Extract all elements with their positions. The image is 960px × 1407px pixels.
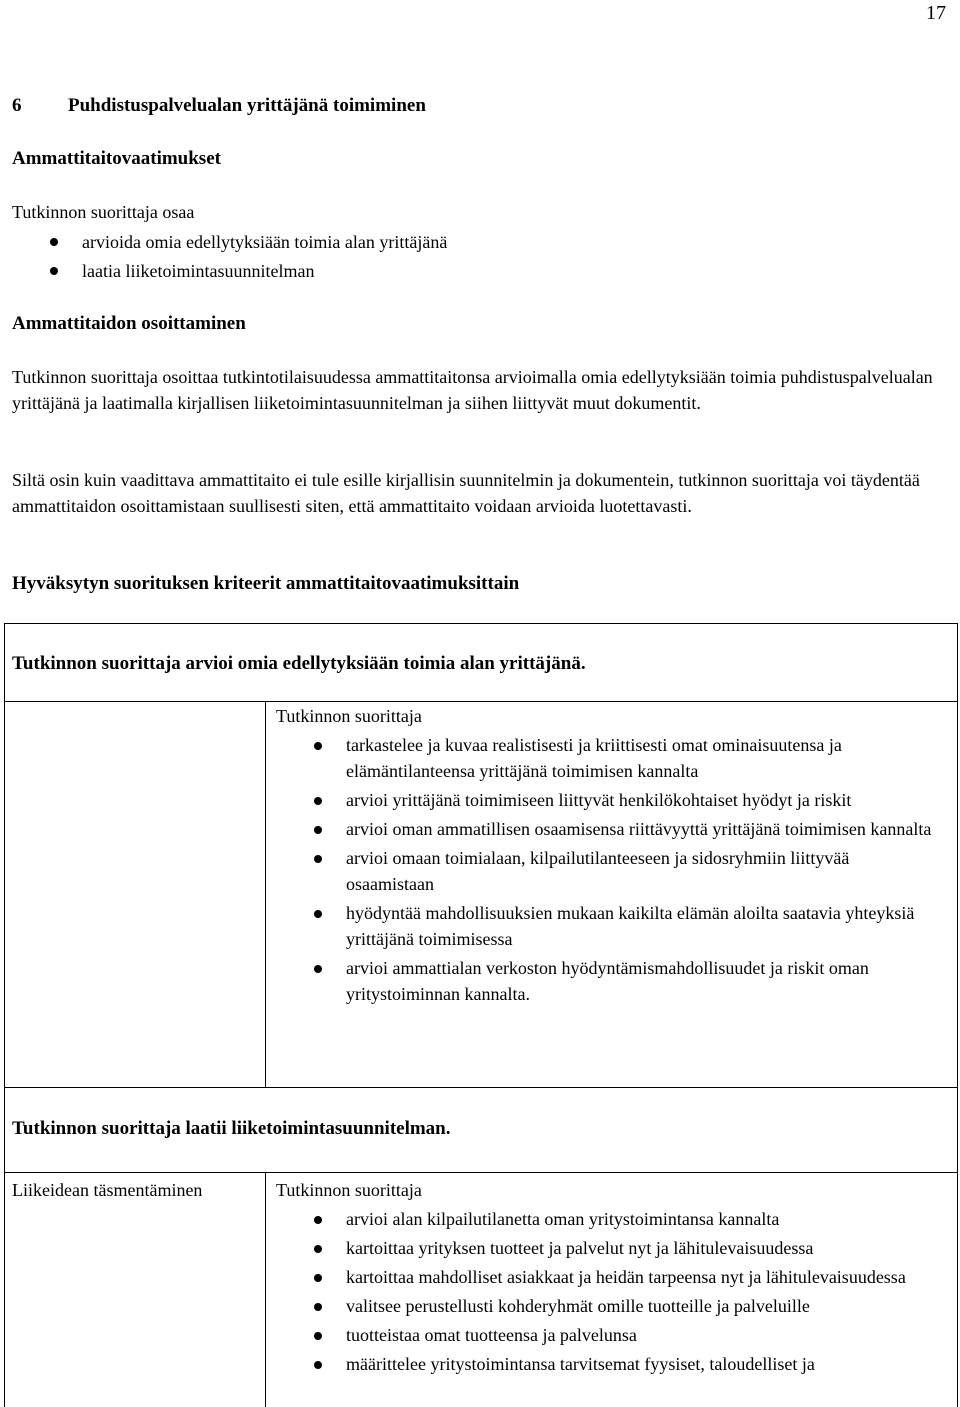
- table-row-divider: [4, 1087, 958, 1088]
- table-border-top: [4, 623, 958, 624]
- list-item: arvioi alan kilpailutilanetta oman yritystoimintansa kannalta: [276, 1206, 936, 1232]
- section-title: Puhdistuspalvelualan yrittäjänä toimiminen: [68, 95, 426, 116]
- list-item: arvioi ammattialan verkoston hyödyntämismahdollisuudet ja riskit oman yritystoiminnan kannalta.: [276, 955, 936, 1007]
- table-border-right: [957, 623, 958, 1407]
- list-item: arvioi oman ammatillisen osaamisensa riittävyyttä yrittäjänä toimimisen kannalta: [276, 816, 936, 842]
- criteria-block-2-title: Tutkinnon suorittaja laatii liiketoimintasuunnitelman.: [12, 1118, 451, 1139]
- demonstration-heading: Ammattitaidon osoittaminen: [12, 313, 246, 334]
- table-column-divider: [265, 1172, 266, 1407]
- row-label-liikeidea: Liikeidean täsmentäminen: [12, 1180, 203, 1200]
- list-item: arvioi yrittäjänä toimimiseen liittyvät henkilökohtaiset hyödyt ja riskit: [276, 787, 936, 813]
- table-column-divider: [265, 701, 266, 1087]
- list-item: kartoittaa yrityksen tuotteet ja palvelut nyt ja lähitulevaisuudessa: [276, 1235, 936, 1261]
- criteria-block-1-title: Tutkinnon suorittaja arvioi omia edellytyksiään toimia alan yrittäjänä.: [12, 653, 586, 674]
- requirements-list: [12, 228, 912, 286]
- list-item: hyödyntää mahdollisuuksien mukaan kaikilta elämän aloilta saatavia yhteyksiä yrittäjänä toimimisessa: [276, 900, 936, 952]
- list-item: kartoittaa mahdolliset asiakkaat ja heidän tarpeensa nyt ja lähitulevaisuudessa: [276, 1264, 936, 1290]
- list-item: määrittelee yritystoimintansa tarvitsemat fyysiset, taloudelliset ja: [276, 1351, 936, 1377]
- list-item: tarkastelee ja kuvaa realistisesti ja kriittisesti omat ominaisuutensa ja elämäntilanteensa yrittäjänä toimimisen kannalta: [276, 732, 936, 784]
- table-row-divider: [4, 701, 958, 702]
- list-item: tuotteistaa omat tuotteensa ja palvelunsa: [276, 1322, 936, 1348]
- table-border-left: [4, 623, 5, 1407]
- criteria-block-2-list: [276, 1206, 936, 1380]
- criteria-block-1-lead: Tutkinnon suorittaja: [276, 706, 422, 726]
- page-number: 17: [926, 2, 946, 24]
- list-item: valitsee perustellusti kohderyhmät omille tuotteille ja palveluille: [276, 1293, 936, 1319]
- demonstration-paragraph-1: Tutkinnon suorittaja osoittaa tutkintotilaisuudessa ammattitaitonsa arvioimalla omia edellytyksiään toimia puhdistuspalvelualan yrittäjänä ja laatimalla kirjallisen liiketoimintasuunnitelman ja siihen liittyvät muut dokumentit.: [12, 367, 933, 413]
- criteria-block-1-list: [276, 732, 936, 1010]
- table-row-divider: [4, 1172, 958, 1173]
- list-item: laatia liiketoimintasuunnitelman: [12, 257, 912, 286]
- list-item: arvioida omia edellytyksiään toimia alan yrittäjänä: [12, 228, 912, 257]
- list-item: arvioi omaan toimialaan, kilpailutilanteeseen ja sidosryhmiin liittyvää osaamistaan: [276, 845, 936, 897]
- criteria-block-2-lead: Tutkinnon suorittaja: [276, 1180, 422, 1200]
- section-number: 6: [12, 95, 22, 116]
- demonstration-paragraph-2: Siltä osin kuin vaadittava ammattitaito ei tule esille kirjallisin suunnitelmin ja dokumentein, tutkinnon suorittaja voi täydentää ammattitaidon osoittamistaan suullisesti siten, että ammattitaito voidaan arvioida luotettavasti.: [12, 470, 920, 516]
- criteria-heading: Hyväksytyn suorituksen kriteerit ammattitaitovaatimuksittain: [12, 573, 520, 594]
- requirements-intro: Tutkinnon suorittaja osaa: [12, 202, 195, 222]
- section-heading: [12, 93, 426, 119]
- requirements-heading: Ammattitaitovaatimukset: [12, 148, 221, 169]
